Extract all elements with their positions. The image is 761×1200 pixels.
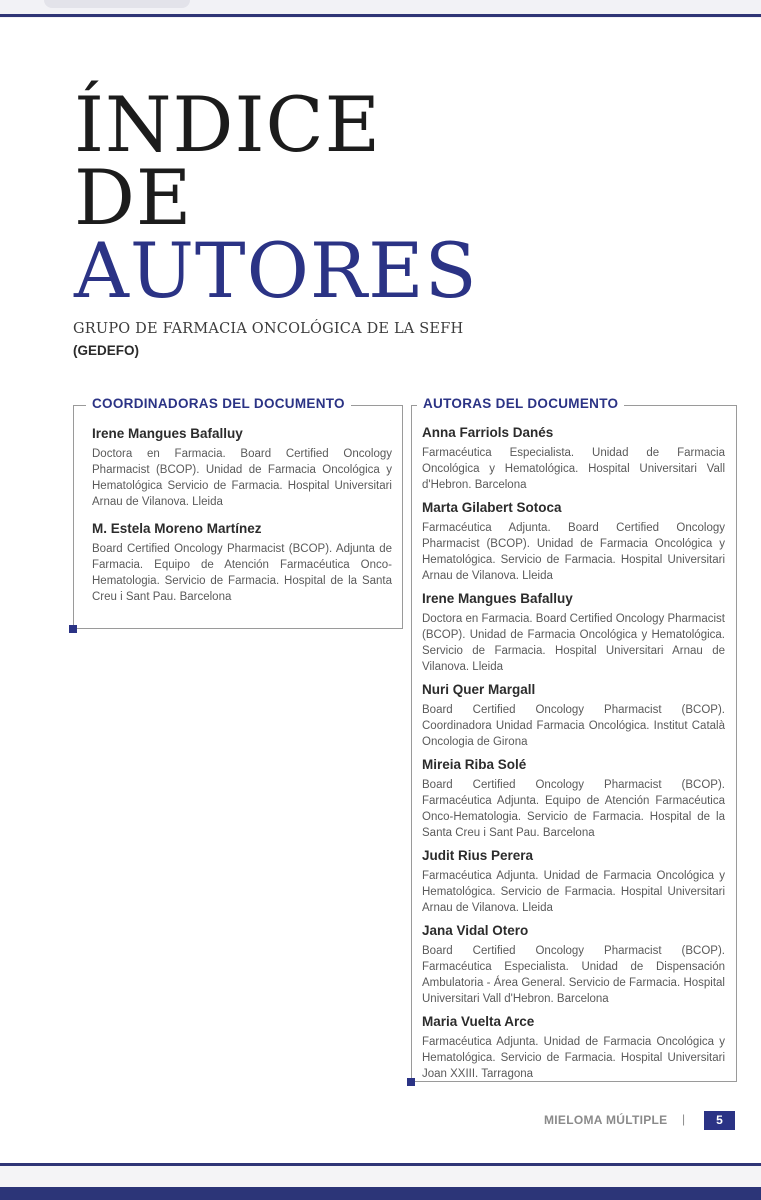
author-name: Jana Vidal Otero — [422, 923, 529, 938]
author-description: Farmacéutica Adjunta. Unidad de Farmacia Oncológica y Hematológica. Servicio de Farmacia. Hospital Universitari Arnau de Vilanova. Lleida — [422, 870, 725, 914]
author-entry — [422, 757, 725, 841]
authors-box — [411, 396, 737, 1082]
author-description: Doctora en Farmacia. Board Certified Oncology Pharmacist (BCOP). Unidad de Farmacia Oncológica y Hematológica. Servicio de Farmacia. Hospital Universitari Arnau de Vilanova. Lleida — [422, 613, 725, 673]
author-description: Farmacéutica Adjunta. Board Certified Oncology Pharmacist (BCOP). Unidad de Farmacia Oncológica y Hematológica. Servicio de Farmacia. Hospital Universitari Arnau de Vilanova. Lleida — [422, 522, 725, 582]
footer-separator: | — [682, 1112, 686, 1126]
coordinator-entry — [92, 521, 392, 605]
bottom-rule — [0, 1163, 761, 1166]
author-description: Board Certified Oncology Pharmacist (BCOP). Farmacéutica Especialista. Unidad de Dispensación Ambulatoria - Área General. Servicio de Farmacia. Hospital Universitari Vall d'Hebron. Barcelona — [422, 945, 725, 1005]
page-number: 5 — [704, 1111, 735, 1130]
coordinator-description: Doctora en Farmacia. Board Certified Oncology Pharmacist (BCOP). Unidad de Farmacia Oncológica y Hematológica Servicio de Farmacia. Hospital Universitari Arnau de Vilanova. Lleida — [92, 448, 392, 508]
bottom-bar — [0, 1163, 761, 1200]
author-name: Nuri Quer Margall — [422, 682, 536, 697]
author-entry — [422, 682, 725, 750]
author-entry — [422, 923, 725, 1007]
author-name: Maria Vuelta Arce — [422, 1014, 535, 1029]
coordinators-heading: COORDINADORAS DEL DOCUMENTO — [86, 396, 351, 411]
author-description: Board Certified Oncology Pharmacist (BCOP). Farmacéutica Adjunta. Equipo de Atención Farmacéutica Onco-Hematologia. Servicio de Farmacia. Hospital de la Santa Creu i Sant Pau. Barcelona — [422, 779, 725, 839]
author-entry — [422, 425, 725, 493]
author-description: Farmacéutica Especialista. Unidad de Farmacia Oncológica y Hematológica. Hospital Universitari Vall d'Hebron. Barcelona — [422, 447, 725, 491]
author-name: Marta Gilabert Sotoca — [422, 500, 562, 515]
author-name: Judit Rius Perera — [422, 848, 534, 863]
author-name: Irene Mangues Bafalluy — [422, 591, 573, 606]
authors-list — [422, 425, 725, 1082]
title-line-2: DE — [74, 153, 193, 242]
coordinator-name: M. Estela Moreno Martínez — [92, 521, 262, 536]
bottom-band — [0, 1187, 761, 1200]
coordinators-box — [73, 396, 403, 629]
page-subtitle: GRUPO DE FARMACIA ONCOLÓGICA DE LA SEFH — [73, 321, 464, 337]
top-rule — [0, 14, 761, 17]
coordinator-entry — [92, 426, 392, 510]
author-name: Mireia Riba Solé — [422, 757, 527, 772]
coordinator-name: Irene Mangues Bafalluy — [92, 426, 243, 441]
author-name: Anna Farriols Danés — [422, 425, 554, 440]
title-line-1: ÍNDICE — [74, 80, 382, 169]
author-entry — [422, 500, 725, 584]
author-entry — [422, 848, 725, 916]
coordinators-list — [92, 426, 392, 605]
author-description: Board Certified Oncology Pharmacist (BCOP). Coordinadora Unidad Farmacia Oncológica. Institut Català Oncologia de Girona — [422, 704, 725, 748]
title-line-3: AUTORES — [74, 226, 478, 315]
top-bar — [0, 0, 761, 18]
top-tab — [44, 0, 190, 8]
author-entry — [422, 591, 725, 675]
authors-heading: AUTORAS DEL DOCUMENTO — [417, 396, 624, 411]
author-entry — [422, 1014, 725, 1082]
author-description: Farmacéutica Adjunta. Unidad de Farmacia Oncológica y Hematológica. Servicio de Farmacia. Hospital Universitari Joan XXIII. Tarragona — [422, 1036, 725, 1080]
box-corner-marker — [407, 1078, 415, 1086]
page-subtitle-abbr: (GEDEFO) — [73, 343, 139, 358]
footer-document-title: MIELOMA MÚLTIPLE — [544, 1113, 668, 1127]
page-title — [74, 80, 478, 315]
box-corner-marker — [69, 625, 77, 633]
coordinator-description: Board Certified Oncology Pharmacist (BCOP). Adjunta de Farmacia. Equipo de Atención Farmacéutica Onco-Hematologia. Servicio de Farmacia. Hospital de la Santa Creu i Sant Pau. Barcelona — [92, 543, 392, 603]
